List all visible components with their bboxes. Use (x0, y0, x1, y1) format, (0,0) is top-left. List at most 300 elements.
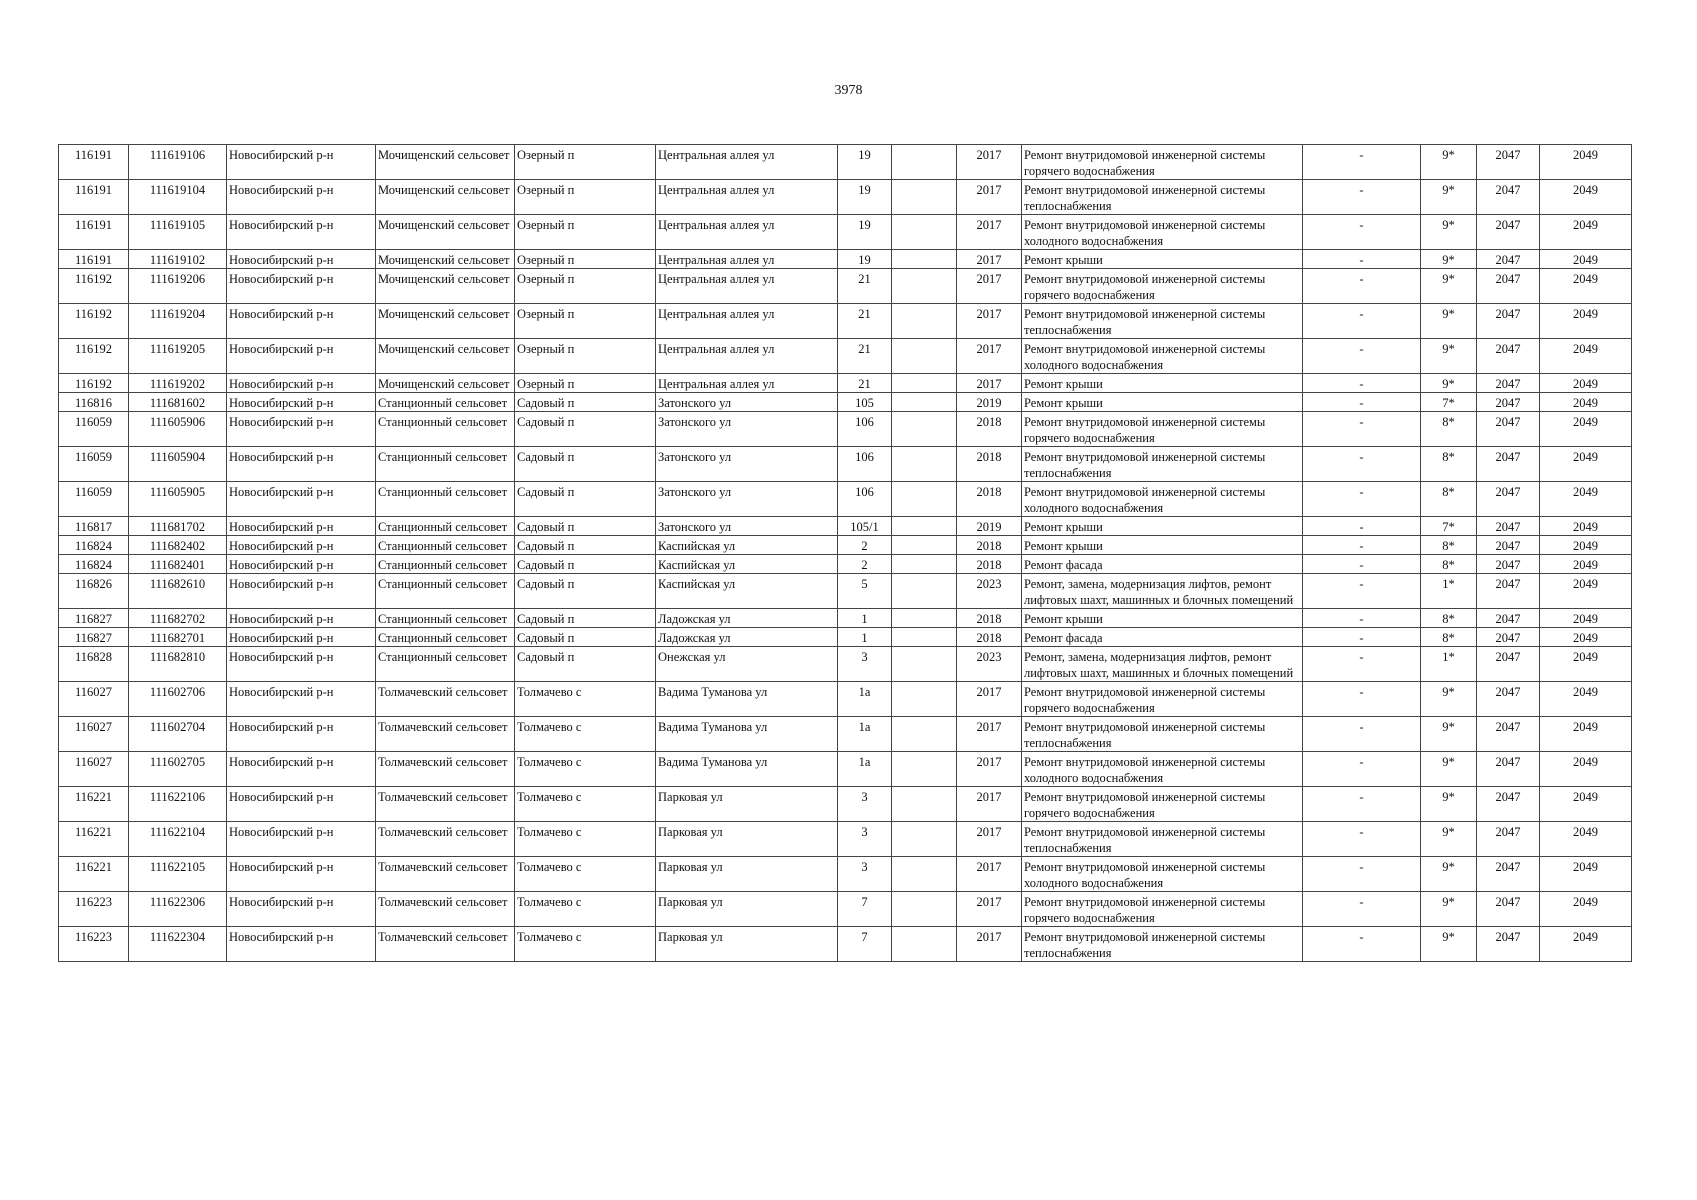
record-id: 116221 (59, 787, 129, 822)
municipality-cell: Станционный сельсовет (376, 517, 515, 536)
table-row (59, 628, 1632, 647)
settlement-cell: Озерный п (515, 304, 656, 339)
table-row (59, 927, 1632, 962)
municipality-cell: Мочищенский сельсовет (376, 145, 515, 180)
record-id: 116059 (59, 447, 129, 482)
record-id: 116191 (59, 215, 129, 250)
building-cell (892, 892, 957, 927)
period-start-cell: 2047 (1477, 447, 1540, 482)
priority-cell: 9* (1421, 682, 1477, 717)
district-cell: Новосибирский р-н (227, 609, 376, 628)
priority-cell: 9* (1421, 717, 1477, 752)
municipality-cell: Мочищенский сельсовет (376, 180, 515, 215)
street-cell: Центральная аллея ул (656, 269, 838, 304)
dash-cell: - (1303, 304, 1421, 339)
period-end-cell: 2049 (1540, 517, 1632, 536)
work-id: 111682610 (129, 574, 227, 609)
building-cell (892, 628, 957, 647)
period-end-cell: 2049 (1540, 536, 1632, 555)
period-start-cell: 2047 (1477, 574, 1540, 609)
municipality-cell: Толмачевский сельсовет (376, 857, 515, 892)
house-number-cell: 19 (838, 250, 892, 269)
municipality-cell: Станционный сельсовет (376, 536, 515, 555)
work-type-cell: Ремонт внутридомовой инженерной системы горячего водоснабжения (1022, 269, 1303, 304)
municipality-cell: Толмачевский сельсовет (376, 717, 515, 752)
house-number-cell: 7 (838, 892, 892, 927)
work-type-cell: Ремонт крыши (1022, 536, 1303, 555)
dash-cell: - (1303, 628, 1421, 647)
house-number-cell: 19 (838, 145, 892, 180)
period-start-cell: 2047 (1477, 304, 1540, 339)
period-start-cell: 2047 (1477, 927, 1540, 962)
year-cell: 2017 (957, 250, 1022, 269)
district-cell: Новосибирский р-н (227, 145, 376, 180)
building-cell (892, 250, 957, 269)
period-start-cell: 2047 (1477, 145, 1540, 180)
record-id: 116059 (59, 412, 129, 447)
municipality-cell: Толмачевский сельсовет (376, 822, 515, 857)
priority-cell: 9* (1421, 822, 1477, 857)
record-id: 116191 (59, 180, 129, 215)
period-end-cell: 2049 (1540, 857, 1632, 892)
period-start-cell: 2047 (1477, 682, 1540, 717)
house-number-cell: 105 (838, 393, 892, 412)
table-row (59, 752, 1632, 787)
building-cell (892, 609, 957, 628)
table-row (59, 215, 1632, 250)
work-id: 111681702 (129, 517, 227, 536)
period-start-cell: 2047 (1477, 180, 1540, 215)
dash-cell: - (1303, 927, 1421, 962)
year-cell: 2017 (957, 304, 1022, 339)
settlement-cell: Садовый п (515, 412, 656, 447)
district-cell: Новосибирский р-н (227, 647, 376, 682)
table-row (59, 536, 1632, 555)
dash-cell: - (1303, 647, 1421, 682)
work-type-cell: Ремонт, замена, модернизация лифтов, ремонт лифтовых шахт, машинных и блочных помещений (1022, 574, 1303, 609)
work-id: 111682810 (129, 647, 227, 682)
record-id: 116191 (59, 145, 129, 180)
work-id: 111602705 (129, 752, 227, 787)
record-id: 116827 (59, 609, 129, 628)
district-cell: Новосибирский р-н (227, 412, 376, 447)
period-start-cell: 2047 (1477, 857, 1540, 892)
street-cell: Центральная аллея ул (656, 339, 838, 374)
table-row (59, 682, 1632, 717)
year-cell: 2017 (957, 145, 1022, 180)
settlement-cell: Садовый п (515, 393, 656, 412)
table-row (59, 412, 1632, 447)
district-cell: Новосибирский р-н (227, 857, 376, 892)
dash-cell: - (1303, 517, 1421, 536)
building-cell (892, 393, 957, 412)
municipality-cell: Станционный сельсовет (376, 555, 515, 574)
year-cell: 2017 (957, 717, 1022, 752)
settlement-cell: Толмачево с (515, 822, 656, 857)
year-cell: 2018 (957, 447, 1022, 482)
table-row (59, 447, 1632, 482)
settlement-cell: Озерный п (515, 215, 656, 250)
building-cell (892, 787, 957, 822)
municipality-cell: Станционный сельсовет (376, 393, 515, 412)
house-number-cell: 3 (838, 647, 892, 682)
table-row (59, 269, 1632, 304)
municipality-cell: Толмачевский сельсовет (376, 927, 515, 962)
dash-cell: - (1303, 412, 1421, 447)
record-id: 116027 (59, 682, 129, 717)
municipality-cell: Толмачевский сельсовет (376, 892, 515, 927)
priority-cell: 8* (1421, 447, 1477, 482)
street-cell: Вадима Туманова ул (656, 752, 838, 787)
work-id: 111605904 (129, 447, 227, 482)
building-cell (892, 215, 957, 250)
settlement-cell: Толмачево с (515, 682, 656, 717)
period-end-cell: 2049 (1540, 628, 1632, 647)
house-number-cell: 19 (838, 180, 892, 215)
priority-cell: 8* (1421, 609, 1477, 628)
house-number-cell: 105/1 (838, 517, 892, 536)
district-cell: Новосибирский р-н (227, 482, 376, 517)
building-cell (892, 482, 957, 517)
period-start-cell: 2047 (1477, 412, 1540, 447)
period-end-cell: 2049 (1540, 180, 1632, 215)
house-number-cell: 2 (838, 555, 892, 574)
period-start-cell: 2047 (1477, 482, 1540, 517)
street-cell: Затонского ул (656, 412, 838, 447)
dash-cell: - (1303, 482, 1421, 517)
priority-cell: 9* (1421, 250, 1477, 269)
settlement-cell: Садовый п (515, 628, 656, 647)
dash-cell: - (1303, 892, 1421, 927)
district-cell: Новосибирский р-н (227, 536, 376, 555)
record-id: 116027 (59, 752, 129, 787)
priority-cell: 1* (1421, 647, 1477, 682)
period-end-cell: 2049 (1540, 304, 1632, 339)
work-id: 111682401 (129, 555, 227, 574)
year-cell: 2017 (957, 752, 1022, 787)
street-cell: Каспийская ул (656, 574, 838, 609)
period-start-cell: 2047 (1477, 787, 1540, 822)
priority-cell: 8* (1421, 536, 1477, 555)
building-cell (892, 412, 957, 447)
priority-cell: 9* (1421, 374, 1477, 393)
year-cell: 2017 (957, 374, 1022, 393)
period-start-cell: 2047 (1477, 555, 1540, 574)
year-cell: 2018 (957, 609, 1022, 628)
work-id: 111622304 (129, 927, 227, 962)
priority-cell: 9* (1421, 215, 1477, 250)
settlement-cell: Озерный п (515, 145, 656, 180)
record-id: 116824 (59, 536, 129, 555)
street-cell: Центральная аллея ул (656, 215, 838, 250)
table-row (59, 393, 1632, 412)
table-row (59, 717, 1632, 752)
settlement-cell: Толмачево с (515, 752, 656, 787)
table-row (59, 609, 1632, 628)
house-number-cell: 3 (838, 822, 892, 857)
municipality-cell: Мочищенский сельсовет (376, 339, 515, 374)
municipality-cell: Мочищенский сельсовет (376, 304, 515, 339)
record-id: 116223 (59, 892, 129, 927)
municipality-cell: Станционный сельсовет (376, 647, 515, 682)
building-cell (892, 555, 957, 574)
table-row (59, 647, 1632, 682)
table-row (59, 145, 1632, 180)
street-cell: Вадима Туманова ул (656, 717, 838, 752)
period-start-cell: 2047 (1477, 517, 1540, 536)
street-cell: Каспийская ул (656, 555, 838, 574)
municipality-cell: Мочищенский сельсовет (376, 215, 515, 250)
work-type-cell: Ремонт внутридомовой инженерной системы горячего водоснабжения (1022, 682, 1303, 717)
district-cell: Новосибирский р-н (227, 269, 376, 304)
street-cell: Затонского ул (656, 393, 838, 412)
house-number-cell: 1 (838, 628, 892, 647)
house-number-cell: 7 (838, 927, 892, 962)
building-cell (892, 857, 957, 892)
district-cell: Новосибирский р-н (227, 787, 376, 822)
settlement-cell: Толмачево с (515, 787, 656, 822)
street-cell: Ладожская ул (656, 628, 838, 647)
period-end-cell: 2049 (1540, 787, 1632, 822)
table-row (59, 339, 1632, 374)
house-number-cell: 3 (838, 857, 892, 892)
district-cell: Новосибирский р-н (227, 304, 376, 339)
street-cell: Центральная аллея ул (656, 180, 838, 215)
building-cell (892, 517, 957, 536)
year-cell: 2017 (957, 822, 1022, 857)
table-row (59, 304, 1632, 339)
priority-cell: 1* (1421, 574, 1477, 609)
house-number-cell: 21 (838, 374, 892, 393)
table-row (59, 482, 1632, 517)
record-id: 116828 (59, 647, 129, 682)
settlement-cell: Садовый п (515, 447, 656, 482)
priority-cell: 9* (1421, 857, 1477, 892)
record-id: 116192 (59, 304, 129, 339)
period-end-cell: 2049 (1540, 752, 1632, 787)
work-type-cell: Ремонт крыши (1022, 517, 1303, 536)
street-cell: Онежская ул (656, 647, 838, 682)
period-end-cell: 2049 (1540, 647, 1632, 682)
year-cell: 2018 (957, 412, 1022, 447)
work-type-cell: Ремонт внутридомовой инженерной системы теплоснабжения (1022, 180, 1303, 215)
work-type-cell: Ремонт внутридомовой инженерной системы холодного водоснабжения (1022, 857, 1303, 892)
period-start-cell: 2047 (1477, 609, 1540, 628)
record-id: 116192 (59, 339, 129, 374)
record-id: 116824 (59, 555, 129, 574)
period-end-cell: 2049 (1540, 682, 1632, 717)
house-number-cell: 1а (838, 717, 892, 752)
work-type-cell: Ремонт крыши (1022, 609, 1303, 628)
work-type-cell: Ремонт внутридомовой инженерной системы теплоснабжения (1022, 447, 1303, 482)
building-cell (892, 682, 957, 717)
municipality-cell: Толмачевский сельсовет (376, 787, 515, 822)
district-cell: Новосибирский р-н (227, 822, 376, 857)
dash-cell: - (1303, 339, 1421, 374)
work-id: 111682701 (129, 628, 227, 647)
dash-cell: - (1303, 250, 1421, 269)
period-end-cell: 2049 (1540, 412, 1632, 447)
settlement-cell: Садовый п (515, 574, 656, 609)
district-cell: Новосибирский р-н (227, 927, 376, 962)
period-start-cell: 2047 (1477, 250, 1540, 269)
dash-cell: - (1303, 393, 1421, 412)
period-end-cell: 2049 (1540, 145, 1632, 180)
municipality-cell: Толмачевский сельсовет (376, 752, 515, 787)
table-row (59, 822, 1632, 857)
district-cell: Новосибирский р-н (227, 393, 376, 412)
building-cell (892, 647, 957, 682)
work-id: 111682402 (129, 536, 227, 555)
dash-cell: - (1303, 682, 1421, 717)
registry-table (58, 144, 1632, 962)
table-row (59, 857, 1632, 892)
settlement-cell: Толмачево с (515, 857, 656, 892)
priority-cell: 8* (1421, 412, 1477, 447)
period-start-cell: 2047 (1477, 717, 1540, 752)
period-end-cell: 2049 (1540, 215, 1632, 250)
district-cell: Новосибирский р-н (227, 574, 376, 609)
dash-cell: - (1303, 574, 1421, 609)
district-cell: Новосибирский р-н (227, 555, 376, 574)
period-start-cell: 2047 (1477, 536, 1540, 555)
settlement-cell: Озерный п (515, 374, 656, 393)
district-cell: Новосибирский р-н (227, 339, 376, 374)
dash-cell: - (1303, 447, 1421, 482)
dash-cell: - (1303, 555, 1421, 574)
house-number-cell: 1а (838, 752, 892, 787)
dash-cell: - (1303, 787, 1421, 822)
district-cell: Новосибирский р-н (227, 892, 376, 927)
municipality-cell: Станционный сельсовет (376, 628, 515, 647)
district-cell: Новосибирский р-н (227, 374, 376, 393)
priority-cell: 9* (1421, 269, 1477, 304)
year-cell: 2017 (957, 787, 1022, 822)
building-cell (892, 536, 957, 555)
period-end-cell: 2049 (1540, 717, 1632, 752)
record-id: 116191 (59, 250, 129, 269)
priority-cell: 9* (1421, 339, 1477, 374)
period-start-cell: 2047 (1477, 339, 1540, 374)
dash-cell: - (1303, 752, 1421, 787)
work-id: 111681602 (129, 393, 227, 412)
municipality-cell: Станционный сельсовет (376, 412, 515, 447)
settlement-cell: Садовый п (515, 517, 656, 536)
district-cell: Новосибирский р-н (227, 447, 376, 482)
year-cell: 2017 (957, 180, 1022, 215)
work-type-cell: Ремонт крыши (1022, 393, 1303, 412)
dash-cell: - (1303, 717, 1421, 752)
dash-cell: - (1303, 215, 1421, 250)
municipality-cell: Станционный сельсовет (376, 482, 515, 517)
period-end-cell: 2049 (1540, 393, 1632, 412)
municipality-cell: Мочищенский сельсовет (376, 250, 515, 269)
work-id: 111622106 (129, 787, 227, 822)
dash-cell: - (1303, 145, 1421, 180)
period-end-cell: 2049 (1540, 339, 1632, 374)
page-number: 3978 (834, 83, 863, 98)
work-id: 111619102 (129, 250, 227, 269)
district-cell: Новосибирский р-н (227, 717, 376, 752)
work-type-cell: Ремонт внутридомовой инженерной системы холодного водоснабжения (1022, 339, 1303, 374)
street-cell: Затонского ул (656, 517, 838, 536)
house-number-cell: 21 (838, 269, 892, 304)
table-row (59, 892, 1632, 927)
street-cell: Парковая ул (656, 787, 838, 822)
work-id: 111619106 (129, 145, 227, 180)
priority-cell: 8* (1421, 482, 1477, 517)
street-cell: Вадима Туманова ул (656, 682, 838, 717)
priority-cell: 8* (1421, 628, 1477, 647)
year-cell: 2017 (957, 892, 1022, 927)
table-row (59, 180, 1632, 215)
work-type-cell: Ремонт внутридомовой инженерной системы горячего водоснабжения (1022, 787, 1303, 822)
record-id: 116059 (59, 482, 129, 517)
year-cell: 2018 (957, 628, 1022, 647)
work-id: 111619205 (129, 339, 227, 374)
priority-cell: 9* (1421, 145, 1477, 180)
registry-body (59, 145, 1632, 962)
settlement-cell: Озерный п (515, 339, 656, 374)
period-start-cell: 2047 (1477, 628, 1540, 647)
work-type-cell: Ремонт крыши (1022, 250, 1303, 269)
period-start-cell: 2047 (1477, 752, 1540, 787)
period-end-cell: 2049 (1540, 822, 1632, 857)
building-cell (892, 339, 957, 374)
street-cell: Центральная аллея ул (656, 374, 838, 393)
period-end-cell: 2049 (1540, 250, 1632, 269)
settlement-cell: Садовый п (515, 482, 656, 517)
building-cell (892, 447, 957, 482)
priority-cell: 7* (1421, 393, 1477, 412)
settlement-cell: Озерный п (515, 180, 656, 215)
work-id: 111605905 (129, 482, 227, 517)
priority-cell: 8* (1421, 555, 1477, 574)
priority-cell: 9* (1421, 304, 1477, 339)
dash-cell: - (1303, 857, 1421, 892)
house-number-cell: 2 (838, 536, 892, 555)
municipality-cell: Толмачевский сельсовет (376, 682, 515, 717)
priority-cell: 7* (1421, 517, 1477, 536)
priority-cell: 9* (1421, 892, 1477, 927)
priority-cell: 9* (1421, 752, 1477, 787)
period-end-cell: 2049 (1540, 609, 1632, 628)
work-id: 111622104 (129, 822, 227, 857)
period-start-cell: 2047 (1477, 269, 1540, 304)
year-cell: 2018 (957, 555, 1022, 574)
record-id: 116221 (59, 857, 129, 892)
settlement-cell: Толмачево с (515, 717, 656, 752)
house-number-cell: 106 (838, 412, 892, 447)
municipality-cell: Станционный сельсовет (376, 447, 515, 482)
district-cell: Новосибирский р-н (227, 517, 376, 536)
work-type-cell: Ремонт фасада (1022, 628, 1303, 647)
work-id: 111619105 (129, 215, 227, 250)
house-number-cell: 19 (838, 215, 892, 250)
priority-cell: 9* (1421, 927, 1477, 962)
year-cell: 2017 (957, 927, 1022, 962)
work-id: 111682702 (129, 609, 227, 628)
settlement-cell: Толмачево с (515, 892, 656, 927)
work-id: 111619104 (129, 180, 227, 215)
work-type-cell: Ремонт внутридомовой инженерной системы горячего водоснабжения (1022, 892, 1303, 927)
municipality-cell: Мочищенский сельсовет (376, 269, 515, 304)
work-id: 111602706 (129, 682, 227, 717)
municipality-cell: Станционный сельсовет (376, 609, 515, 628)
house-number-cell: 21 (838, 304, 892, 339)
year-cell: 2023 (957, 647, 1022, 682)
record-id: 116027 (59, 717, 129, 752)
